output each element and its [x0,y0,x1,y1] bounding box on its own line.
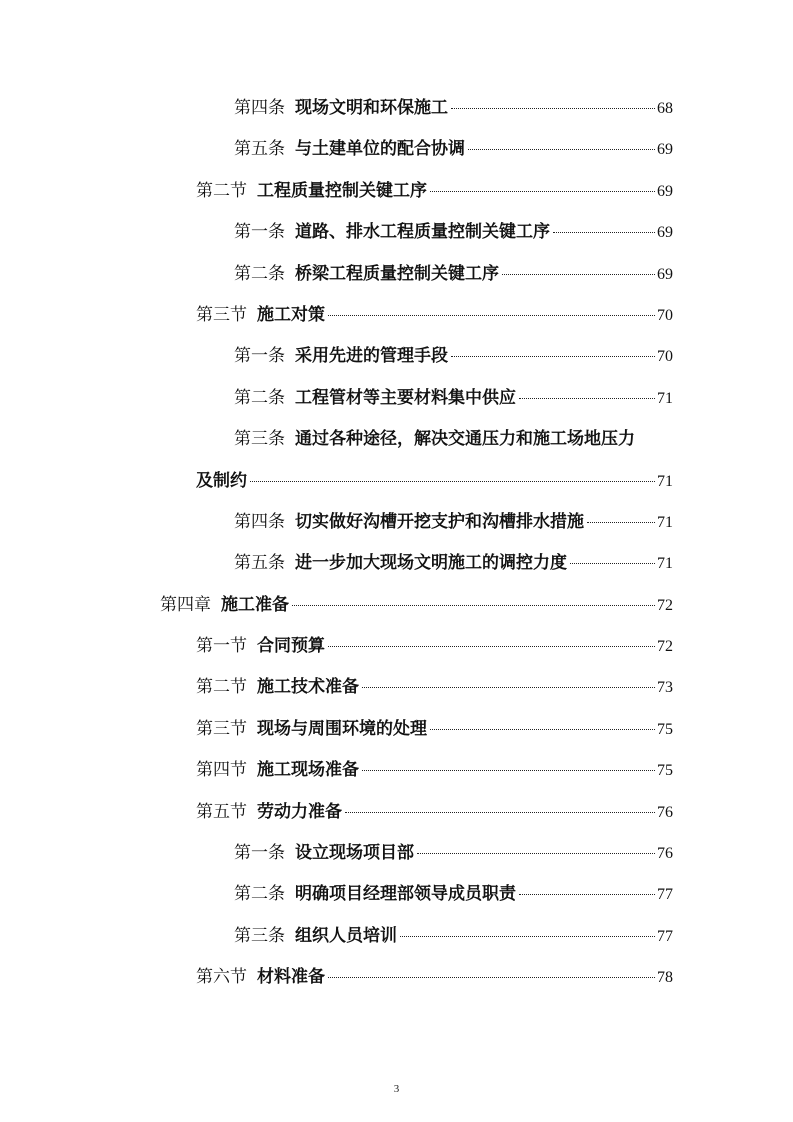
toc-entry-page: 71 [657,513,673,531]
dot-leader [250,480,655,482]
toc-entry-page: 77 [657,886,673,904]
toc-entry-link[interactable] [234,916,673,957]
toc-entry-title: 劳动力准备 [257,801,342,822]
toc-entry-title: 现场文明和环保施工 [295,98,448,118]
toc-row [0,254,793,295]
toc-entry-title: 与土建单位的配合协调 [295,139,465,160]
dot-leader [451,107,655,109]
toc-row [0,336,793,377]
toc-row [0,916,793,957]
toc-entry-link[interactable] [196,626,673,667]
toc-entry-title: 组织人员培训 [295,925,397,946]
toc-entry-page: 70 [657,348,673,366]
dot-leader [292,604,655,606]
toc-entry-page: 71 [657,389,673,407]
toc-entry-continuation-link[interactable] [196,461,673,502]
dot-leader [328,314,655,316]
toc-entry-link[interactable] [234,833,673,874]
dot-leader [587,521,655,523]
toc-entry-page: 69 [657,265,673,283]
toc-entry-title: 合同预算 [257,636,325,657]
toc-entry-page: 69 [657,141,673,159]
toc-entry-page: 75 [657,720,673,738]
toc-entry-number: 第五条 [234,553,285,574]
toc-entry-title: 施工准备 [221,594,289,615]
toc-entry-page: 71 [657,472,673,490]
toc-entry-page: 78 [657,969,673,987]
toc-entry-page: 77 [657,927,673,945]
toc-entry-number: 第五条 [234,139,285,160]
toc-entry-number: 第四条 [234,98,285,118]
toc-entry-number: 第三条 [234,925,285,946]
toc-entry-number: 第一条 [234,222,285,243]
toc-entry-link[interactable] [234,543,673,584]
toc-entry-link[interactable] [234,254,673,295]
toc-entry-title: 现场与周围环境的处理 [257,718,427,739]
toc-entry-link[interactable] [234,502,673,543]
toc-entry-number: 第四章 [160,594,211,615]
toc-entry-page: 69 [657,182,673,200]
table-of-contents [0,88,793,999]
toc-entry-title: 采用先进的管理手段 [295,346,448,367]
toc-entry-page: 72 [657,638,673,656]
toc-entry-title: 切实做好沟槽开挖支护和沟槽排水措施 [295,511,584,532]
toc-entry-link[interactable] [196,667,673,708]
toc-entry-page: 70 [657,306,673,324]
toc-row [0,295,793,336]
toc-entry-title-continuation: 及制约 [196,470,247,491]
dot-leader [400,935,655,937]
toc-entry-number: 第二条 [234,884,285,905]
toc-entry-number: 第一节 [196,636,247,657]
toc-row [0,88,793,129]
toc-row [0,502,793,543]
toc-entry-number: 第二节 [196,180,247,201]
dot-leader [502,273,655,275]
toc-entry-link[interactable] [234,88,673,129]
toc-entry-link[interactable] [160,585,673,626]
dot-leader [430,728,655,730]
toc-entry-title: 设立现场项目部 [295,843,414,864]
dot-leader [328,645,655,647]
toc-row [0,833,793,874]
toc-entry-link[interactable] [196,957,673,998]
toc-entry-title: 进一步加大现场文明施工的调控力度 [295,553,567,574]
toc-entry-title: 通过各种途径，解决交通压力和施工场地压力 [295,429,635,450]
toc-entry-title: 工程管材等主要材料集中供应 [295,387,516,408]
toc-entry-page: 75 [657,762,673,780]
toc-row [0,419,793,460]
toc-entry-number: 第五节 [196,801,247,822]
toc-entry-title: 施工技术准备 [257,677,359,698]
toc-row [0,461,793,502]
toc-entry-link[interactable] [234,874,673,915]
toc-entry-link[interactable] [234,129,673,170]
dot-leader [519,397,655,399]
toc-entry-page: 71 [657,555,673,573]
toc-entry-title: 材料准备 [257,967,325,988]
toc-entry-page: 76 [657,845,673,863]
toc-entry-number: 第四条 [234,511,285,532]
toc-entry-number: 第二条 [234,263,285,284]
toc-entry-number: 第三条 [234,429,285,450]
toc-entry-title: 桥梁工程质量控制关键工序 [295,263,499,284]
toc-entry-link[interactable] [196,792,673,833]
toc-entry-number: 第三节 [196,718,247,739]
dot-leader [468,148,655,150]
toc-entry-number: 第二节 [196,677,247,698]
toc-entry-title: 道路、排水工程质量控制关键工序 [295,222,550,243]
toc-entry-link[interactable] [234,336,673,377]
toc-row [0,212,793,253]
dot-leader [553,231,655,233]
toc-row [0,129,793,170]
toc-entry-number: 第三节 [196,304,247,325]
dot-leader [417,852,655,854]
dot-leader [345,811,655,813]
toc-entry-link[interactable] [234,378,673,419]
toc-entry-page: 68 [657,100,673,117]
toc-row [0,171,793,212]
toc-entry-link[interactable] [196,750,673,791]
toc-row [0,626,793,667]
toc-entry-page: 69 [657,224,673,242]
toc-row [0,874,793,915]
dot-leader [430,190,655,192]
toc-entry-link[interactable] [196,171,673,212]
toc-entry-link[interactable] [196,709,673,750]
dot-leader [362,686,655,688]
page-footer-number: 3 [393,1083,400,1095]
toc-entry-link[interactable] [234,419,673,460]
toc-row [0,667,793,708]
toc-entry-number: 第二条 [234,387,285,408]
dot-leader [519,893,655,895]
toc-entry-number: 第一条 [234,843,285,864]
toc-entry-link[interactable] [196,295,673,336]
toc-entry-title: 明确项目经理部领导成员职责 [295,884,516,905]
toc-row [0,750,793,791]
toc-entry-link[interactable] [234,212,673,253]
toc-row [0,957,793,998]
dot-leader [570,562,655,564]
dot-leader [362,769,655,771]
dot-leader [328,976,655,978]
toc-row [0,585,793,626]
toc-row [0,709,793,750]
dot-leader [451,355,655,357]
toc-row [0,543,793,584]
toc-entry-title: 工程质量控制关键工序 [257,180,427,201]
toc-entry-page: 73 [657,679,673,697]
toc-entry-page: 76 [657,803,673,821]
toc-row [0,378,793,419]
toc-entry-title: 施工对策 [257,304,325,325]
toc-entry-page: 72 [657,596,673,614]
toc-entry-title: 施工现场准备 [257,760,359,781]
toc-entry-number: 第四节 [196,760,247,781]
toc-row [0,792,793,833]
toc-entry-number: 第六节 [196,967,247,988]
toc-entry-number: 第一条 [234,346,285,367]
